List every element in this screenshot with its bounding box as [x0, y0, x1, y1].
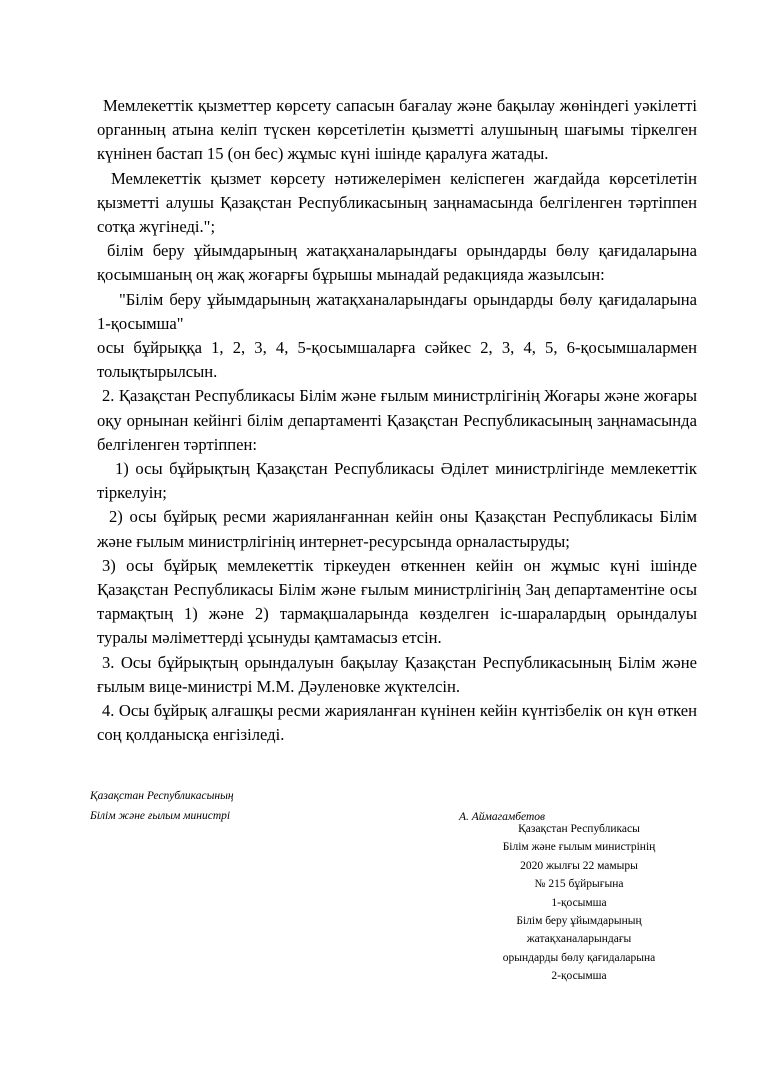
appendix-line: 2020 жылғы 22 мамыры	[520, 859, 638, 872]
paragraph-item-3: 3. Осы бұйрықтың орындалуын бақылау Қазақстан Республикасының Білім және ғылым вице-министрі М.М. Дәуленовке жүктелсін.	[97, 652, 697, 696]
paragraph-quoted-appendix-title: "Білім беру ұйымдарының жатақханаларындағы орындарды бөлу қағидаларына 1-қосымша"	[97, 289, 697, 333]
document-body	[97, 94, 697, 747]
appendix-line: Білім беру ұйымдарының	[516, 915, 642, 928]
signature-position-line-1: Қазақстан Республикасының	[90, 790, 234, 802]
paragraph-item-2: 2. Қазақстан Республикасы Білім және ғылым министрлігінің Жоғары және жоғары оқу орнынан кейінгі білім департаменті Қазақстан Республикасының заңнамасында белгіленген тәртіппен:	[97, 386, 697, 454]
paragraph-complaint-review-term: Мемлекеттік қызметтер көрсету сапасын бағалау және бақылау жөніндегі уәкілетті органның атына келіп түскен көрсетілетін қызметті алушының шағымы тіркелген күнінен бастап 15 (он бес) жұмыс күні ішінде қаралуға жатады.	[97, 96, 697, 164]
appendix-line: Қазақстан Республикасы	[518, 823, 640, 835]
appendix-line: Білім және ғылым министрінің	[502, 841, 656, 854]
signature-position-line-2: Білім және ғылым министрі	[90, 810, 231, 822]
appendix-line: жатақханаларындағы	[526, 933, 632, 946]
paragraph-subitem-3: 3) осы бұйрық мемлекеттік тіркеуден өткеннен кейін он жұмыс күні ішінде Қазақстан Республикасы Білім және ғылым министрлігінің Заң департаментіне осы тармақтың 1) және 2) тармақшаларында көзделген іс-шаралардың орындалуы туралы мәліметтерді ұсынуды қамтамасыз етсін.	[97, 555, 697, 648]
appendix-line: орындарды бөлу қағидаларына	[502, 951, 656, 964]
paragraph-dormitory-rules-heading: білім беру ұйымдарының жатақханаларындағы орындарды бөлу қағидаларына қосымшаның оң жақ жоғарғы бұрышы мынадай редакцияда жазылсын:	[97, 241, 697, 285]
appendix-line: 2-қосымша	[551, 970, 607, 983]
paragraph-subitem-1: 1) осы бұйрықтың Қазақстан Республикасы Әділет министрлігінде мемлекеттік тіркелуін;	[97, 459, 697, 503]
appendix-header	[459, 820, 699, 986]
paragraph-supplement-appendices: осы бұйрыққа 1, 2, 3, 4, 5-қосымшаларға сәйкес 2, 3, 4, 5, 6-қосымшалармен толықтырылсын.	[97, 338, 697, 382]
appendix-line: 1-қосымша	[551, 896, 607, 909]
paragraph-item-4: 4. Осы бұйрық алғашқы ресми жарияланған күнінен кейін күнтізбелік он күн өткен соң қолданысқа енгізіледі.	[97, 701, 697, 745]
signature-position	[90, 786, 234, 826]
signature-name: А. Аймагамбетов	[459, 811, 545, 823]
paragraph-court-appeal: Мемлекеттік қызмет көрсету нәтижелерімен келіспеген жағдайда көрсетілетін қызметті алушы Қазақстан Республикасының заңнамасында белгіленген тәртіппен сотқа жүгінеді.";	[97, 168, 697, 237]
paragraph-subitem-2: 2) осы бұйрық ресми жарияланғаннан кейін оны Қазақстан Республикасы Білім және ғылым министрлігінің интернет-ресурсында орналастыруды;	[97, 507, 697, 551]
appendix-line: № 215 бұйрығына	[534, 878, 624, 891]
